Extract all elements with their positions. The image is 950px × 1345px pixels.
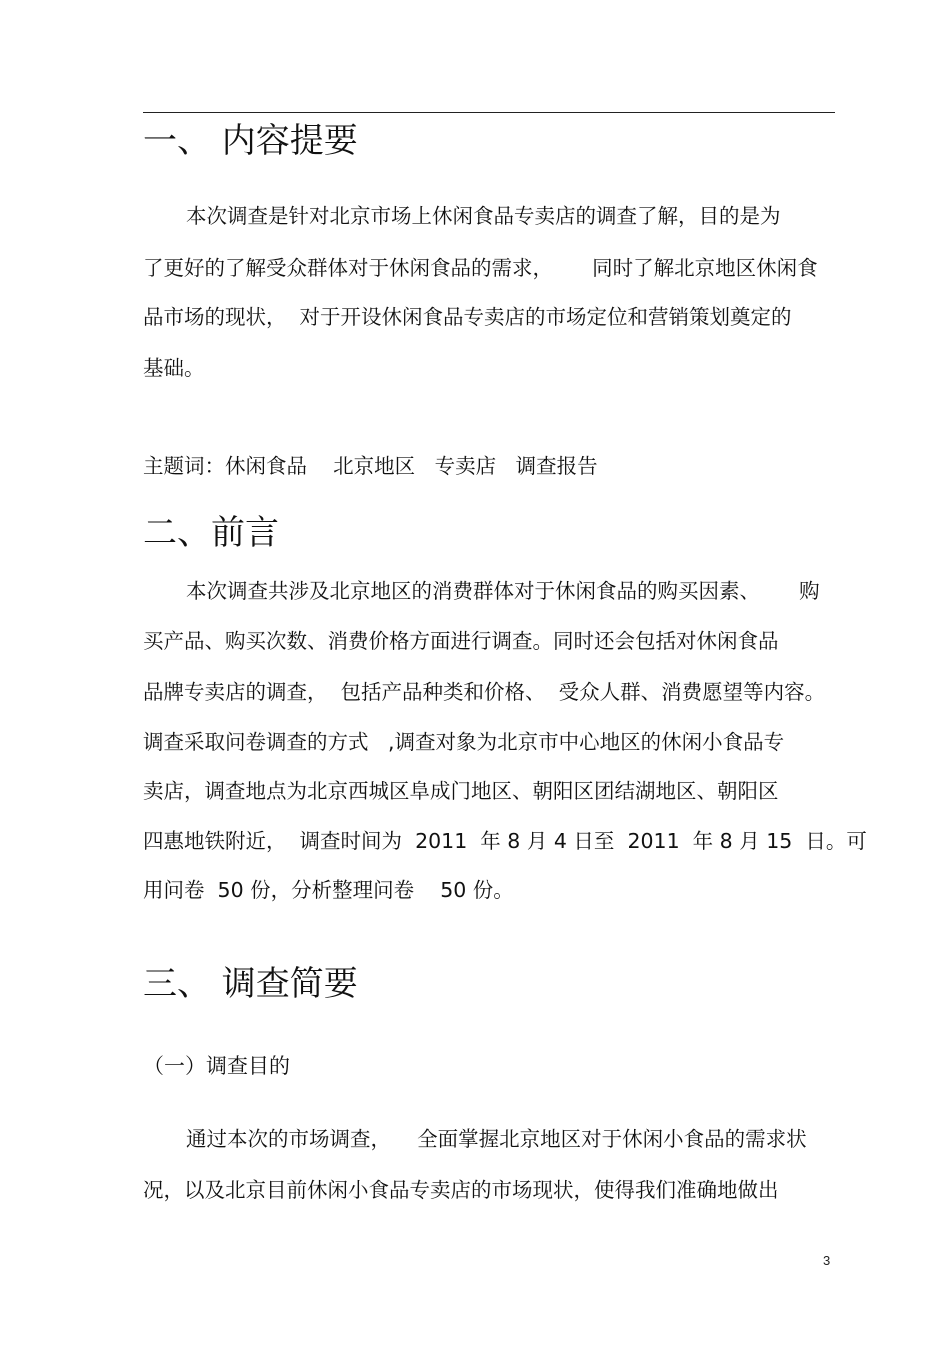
- section-2-line-3: 品牌专卖店的调查， 包括产品种类和价格、 受众人群、消费愿望等内容。: [143, 680, 826, 704]
- section-2-line-2: 买产品、购买次数、消费价格方面进行调查。同时还会包括对休闲食品: [143, 629, 779, 653]
- section-1-heading: 一、 内容提要: [143, 121, 358, 161]
- section-1-line-1: 本次调查是针对北京市场上休闲食品专卖店的调查了解，目的是为: [186, 204, 781, 228]
- section-3-heading: 三、 调查简要: [143, 964, 358, 1004]
- subsection-heading: （一）调查目的: [143, 1054, 290, 1078]
- section-2-line-5: 卖店，调查地点为北京西城区阜成门地区、朝阳区团结湖地区、朝阳区: [143, 779, 779, 803]
- section-2-line-6: 四惠地铁附近， 调查时间为 2011 年 8 月 4 日至 2011 年 8 月 15 日。可: [143, 829, 867, 853]
- keywords-line: 主题词：休闲食品 北京地区 专卖店 调查报告: [143, 454, 598, 478]
- header-rule: [143, 112, 835, 113]
- section-2-line-1: 本次调查共涉及北京地区的消费群体对于休闲食品的购买因素、 购: [186, 579, 820, 603]
- section-1-line-4: 基础。: [143, 356, 205, 380]
- section-1-line-2: 了更好的了解受众群体对于休闲食品的需求， 同时了解北京地区休闲食: [143, 256, 818, 280]
- section-3-line-1: 通过本次的市场调查， 全面掌握北京地区对于休闲小食品的需求状: [186, 1127, 807, 1151]
- section-2-line-4: 调查采取问卷调查的方式 ,调查对象为北京市中心地区的休闲小食品专: [143, 730, 785, 754]
- section-2-heading: 二、前言: [143, 513, 279, 553]
- section-1-line-3: 品市场的现状， 对于开设休闲食品专卖店的市场定位和营销策划奠定的: [143, 305, 792, 329]
- page-number: 3: [823, 1253, 831, 1268]
- section-3-line-2: 况，以及北京目前休闲小食品专卖店的市场现状，使得我们准确地做出: [143, 1178, 779, 1202]
- section-2-line-7: 用问卷 50 份，分析整理问卷 50 份。: [143, 878, 514, 902]
